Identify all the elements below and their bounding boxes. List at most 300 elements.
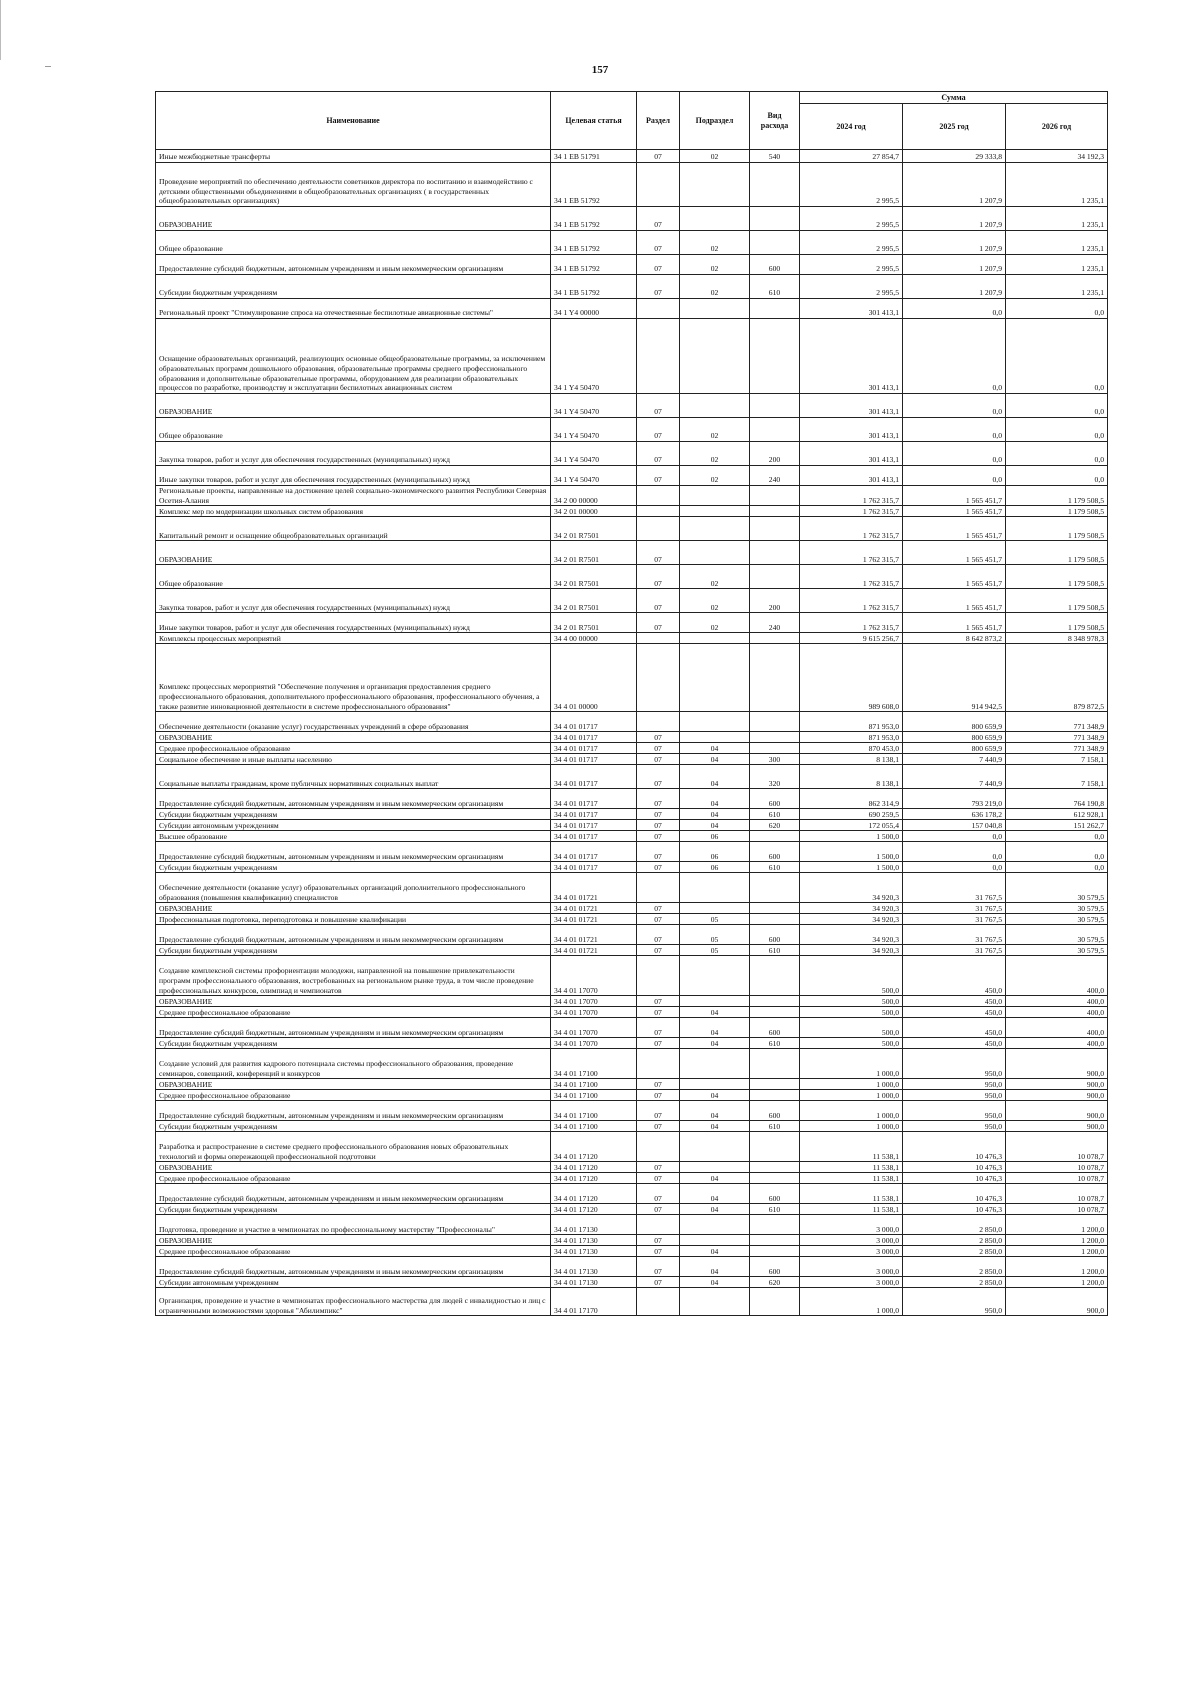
- row-section: [637, 163, 680, 207]
- row-amount-2026: 0,0: [1006, 394, 1108, 418]
- row-subsection: 04: [680, 1204, 750, 1215]
- row-name: Иные закупки товаров, работ и услуг для обеспечения государственных (муниципальных) нужд: [156, 613, 551, 633]
- row-amount-2026: 900,0: [1006, 1121, 1108, 1132]
- row-target-code: 34 4 01 01717: [551, 820, 637, 831]
- row-name: Комплекс процессных мероприятий "Обеспечение получения и организация предоставления среднего профессионального образования, дополнительного профессионального образования, профессионального обучения, а также развитие инновационной деятельности в системе профессионального образования": [156, 644, 551, 712]
- row-expense-type: 600: [750, 1101, 800, 1121]
- row-subsection: [680, 633, 750, 644]
- row-section: 07: [637, 996, 680, 1007]
- row-expense-type: 610: [750, 275, 800, 299]
- row-section: 07: [637, 1038, 680, 1049]
- row-section: 07: [637, 754, 680, 765]
- row-expense-type: 620: [750, 1277, 800, 1288]
- table-body: [156, 150, 1108, 1316]
- row-name: Иные закупки товаров, работ и услуг для обеспечения государственных (муниципальных) нужд: [156, 466, 551, 486]
- row-section: 07: [637, 1162, 680, 1173]
- row-name: Предоставление субсидий бюджетным, автономным учреждениям и иным некоммерческим организациям: [156, 789, 551, 809]
- row-subsection: [680, 1132, 750, 1162]
- row-amount-2024: 1 000,0: [800, 1288, 903, 1316]
- row-amount-2024: 2 995,5: [800, 163, 903, 207]
- row-amount-2026: 0,0: [1006, 442, 1108, 466]
- row-amount-2026: 1 179 508,5: [1006, 506, 1108, 517]
- row-name: Оснащение образовательных организаций, реализующих основные общеобразовательные программы, за исключением образовательных программ дошкольного образования, образовательные программы среднего профессионального образования и дополнительные образовательные программы, оборудованием для реализации образовательных процессов по разработке, производству и эксплуатации беспилотных авиационных систем: [156, 319, 551, 394]
- table-row: [156, 809, 1108, 820]
- row-amount-2024: 8 138,1: [800, 754, 903, 765]
- row-section: 07: [637, 1246, 680, 1257]
- row-section: 07: [637, 1007, 680, 1018]
- row-target-code: 34 4 01 17120: [551, 1184, 637, 1204]
- row-amount-2026: 764 190,8: [1006, 789, 1108, 809]
- row-amount-2024: 301 413,1: [800, 394, 903, 418]
- row-section: 07: [637, 1018, 680, 1038]
- row-target-code: 34 4 01 17130: [551, 1215, 637, 1235]
- row-amount-2025: 157 040,8: [903, 820, 1006, 831]
- row-amount-2026: 1 235,1: [1006, 163, 1108, 207]
- row-amount-2024: 301 413,1: [800, 442, 903, 466]
- row-expense-type: [750, 319, 800, 394]
- row-name: Региональные проекты, направленные на достижение целей социально-экономического развития Республики Северная Осетия-Алания: [156, 486, 551, 506]
- row-name: Предоставление субсидий бюджетным, автономным учреждениям и иным некоммерческим организациям: [156, 1257, 551, 1277]
- row-target-code: 34 2 01 R7501: [551, 517, 637, 541]
- row-amount-2026: 1 179 508,5: [1006, 541, 1108, 565]
- row-amount-2025: 2 850,0: [903, 1277, 1006, 1288]
- table-row: [156, 633, 1108, 644]
- row-amount-2024: 500,0: [800, 1038, 903, 1049]
- row-section: 07: [637, 1204, 680, 1215]
- row-amount-2025: 636 178,2: [903, 809, 1006, 820]
- row-subsection: [680, 1235, 750, 1246]
- row-amount-2024: 1 000,0: [800, 1090, 903, 1101]
- table-row: [156, 1007, 1108, 1018]
- row-amount-2026: 771 348,9: [1006, 712, 1108, 732]
- table-row: [156, 862, 1108, 873]
- row-amount-2025: 0,0: [903, 319, 1006, 394]
- row-name: Среднее профессиональное образование: [156, 1090, 551, 1101]
- row-name: Профессиональная подготовка, переподготовка и повышение квалификации: [156, 914, 551, 925]
- row-section: 07: [637, 1090, 680, 1101]
- row-section: 07: [637, 1184, 680, 1204]
- row-target-code: 34 4 01 17120: [551, 1173, 637, 1184]
- row-amount-2024: 871 953,0: [800, 732, 903, 743]
- row-amount-2026: 900,0: [1006, 1049, 1108, 1079]
- row-subsection: [680, 956, 750, 996]
- row-target-code: 34 1 Y4 50470: [551, 442, 637, 466]
- row-target-code: 34 4 01 17130: [551, 1277, 637, 1288]
- row-amount-2025: 0,0: [903, 394, 1006, 418]
- row-amount-2026: 0,0: [1006, 831, 1108, 842]
- row-target-code: 34 4 01 01721: [551, 945, 637, 956]
- row-expense-type: [750, 743, 800, 754]
- row-expense-type: 300: [750, 754, 800, 765]
- row-target-code: 34 1 Y4 50470: [551, 418, 637, 442]
- row-subsection: [680, 1162, 750, 1173]
- table-row: [156, 1173, 1108, 1184]
- row-expense-type: 610: [750, 1038, 800, 1049]
- row-name: Обеспечение деятельности (оказание услуг) образовательных организаций дополнительного профессионального образования (повышения квалификации) специалистов: [156, 873, 551, 903]
- row-section: [637, 299, 680, 319]
- row-section: 07: [637, 541, 680, 565]
- row-section: [637, 319, 680, 394]
- row-expense-type: 600: [750, 789, 800, 809]
- row-amount-2025: 7 440,9: [903, 765, 1006, 789]
- header-year-2025: 2025 год: [903, 104, 1006, 150]
- row-name: Субсидии бюджетным учреждениям: [156, 945, 551, 956]
- table-row: [156, 231, 1108, 255]
- row-amount-2026: 7 158,1: [1006, 765, 1108, 789]
- row-target-code: 34 4 01 01721: [551, 903, 637, 914]
- row-amount-2024: 301 413,1: [800, 418, 903, 442]
- row-expense-type: [750, 565, 800, 589]
- row-amount-2024: 1 762 315,7: [800, 565, 903, 589]
- header-expense-type: Вид расхода: [750, 92, 800, 150]
- row-amount-2025: 1 565 451,7: [903, 589, 1006, 613]
- row-amount-2025: 31 767,5: [903, 903, 1006, 914]
- table-row: [156, 275, 1108, 299]
- row-section: 07: [637, 743, 680, 754]
- row-expense-type: [750, 956, 800, 996]
- row-section: 07: [637, 765, 680, 789]
- row-amount-2025: 950,0: [903, 1049, 1006, 1079]
- row-target-code: 34 2 00 00000: [551, 486, 637, 506]
- row-name: Субсидии бюджетным учреждениям: [156, 1121, 551, 1132]
- row-expense-type: [750, 914, 800, 925]
- row-amount-2025: 1 565 451,7: [903, 565, 1006, 589]
- row-section: [637, 506, 680, 517]
- row-expense-type: [750, 1162, 800, 1173]
- row-amount-2026: 1 235,1: [1006, 207, 1108, 231]
- table-row: [156, 589, 1108, 613]
- row-target-code: 34 2 01 R7501: [551, 565, 637, 589]
- row-section: 07: [637, 1277, 680, 1288]
- row-amount-2026: 30 579,5: [1006, 945, 1108, 956]
- row-expense-type: [750, 163, 800, 207]
- row-section: 07: [637, 589, 680, 613]
- row-target-code: 34 4 01 01717: [551, 732, 637, 743]
- row-amount-2025: 1 207,9: [903, 255, 1006, 275]
- row-name: Создание комплексной системы профориентации молодежи, направленной на повышение привлекательности программ профессионального образования, востребованных на региональном рынке труда, в том числе проведение профессиональных конкурсов, олимпиад и чемпионатов: [156, 956, 551, 996]
- row-amount-2026: 0,0: [1006, 862, 1108, 873]
- table-row: [156, 565, 1108, 589]
- row-name: Проведение мероприятий по обеспечению деятельности советников директора по воспитанию и взаимодействию с детскими общественными объединениями в общеобразовательных организациях ( в государственных общеобразовательных организациях): [156, 163, 551, 207]
- row-section: 07: [637, 231, 680, 255]
- row-amount-2026: 34 192,3: [1006, 150, 1108, 163]
- row-amount-2026: 771 348,9: [1006, 732, 1108, 743]
- row-subsection: [680, 299, 750, 319]
- row-amount-2025: 2 850,0: [903, 1215, 1006, 1235]
- row-target-code: 34 4 01 01721: [551, 873, 637, 903]
- row-amount-2026: 30 579,5: [1006, 873, 1108, 903]
- row-amount-2024: 1 000,0: [800, 1049, 903, 1079]
- row-section: 07: [637, 466, 680, 486]
- row-amount-2024: 870 453,0: [800, 743, 903, 754]
- row-amount-2024: 34 920,3: [800, 903, 903, 914]
- row-expense-type: 610: [750, 945, 800, 956]
- row-section: [637, 1215, 680, 1235]
- row-amount-2026: 1 179 508,5: [1006, 517, 1108, 541]
- row-amount-2026: 10 078,7: [1006, 1162, 1108, 1173]
- row-expense-type: [750, 506, 800, 517]
- row-section: 07: [637, 1079, 680, 1090]
- row-expense-type: [750, 1215, 800, 1235]
- row-amount-2024: 3 000,0: [800, 1277, 903, 1288]
- row-target-code: 34 4 01 17100: [551, 1101, 637, 1121]
- row-amount-2025: 0,0: [903, 862, 1006, 873]
- row-section: 07: [637, 613, 680, 633]
- row-section: [637, 517, 680, 541]
- row-amount-2025: 1 207,9: [903, 231, 1006, 255]
- row-amount-2026: 0,0: [1006, 842, 1108, 862]
- table-row: [156, 1162, 1108, 1173]
- row-subsection: 04: [680, 754, 750, 765]
- row-subsection: 02: [680, 613, 750, 633]
- row-section: 07: [637, 1235, 680, 1246]
- row-subsection: 04: [680, 1101, 750, 1121]
- header-subsection: Подраздел: [680, 92, 750, 150]
- row-name: ОБРАЗОВАНИЕ: [156, 1235, 551, 1246]
- row-amount-2025: 31 767,5: [903, 945, 1006, 956]
- row-amount-2025: 950,0: [903, 1288, 1006, 1316]
- page-number: 157: [591, 64, 609, 76]
- row-amount-2024: 1 500,0: [800, 842, 903, 862]
- header-sum: Сумма: [800, 92, 1108, 104]
- row-amount-2026: 1 179 508,5: [1006, 613, 1108, 633]
- row-amount-2024: 3 000,0: [800, 1215, 903, 1235]
- table-row: [156, 1090, 1108, 1101]
- row-expense-type: 240: [750, 466, 800, 486]
- row-amount-2026: 10 078,7: [1006, 1132, 1108, 1162]
- row-expense-type: [750, 996, 800, 1007]
- row-expense-type: 620: [750, 820, 800, 831]
- row-amount-2024: 1 000,0: [800, 1101, 903, 1121]
- row-amount-2024: 11 538,1: [800, 1162, 903, 1173]
- row-amount-2025: 8 642 873,2: [903, 633, 1006, 644]
- row-target-code: 34 4 01 17070: [551, 956, 637, 996]
- row-subsection: [680, 394, 750, 418]
- row-amount-2025: 10 476,3: [903, 1162, 1006, 1173]
- row-amount-2025: 0,0: [903, 466, 1006, 486]
- row-amount-2024: 1 762 315,7: [800, 589, 903, 613]
- row-amount-2025: 450,0: [903, 1018, 1006, 1038]
- row-name: Общее образование: [156, 231, 551, 255]
- row-name: Закупка товаров, работ и услуг для обеспечения государственных (муниципальных) нужд: [156, 589, 551, 613]
- row-section: 07: [637, 1173, 680, 1184]
- row-target-code: 34 4 01 17100: [551, 1121, 637, 1132]
- row-subsection: 04: [680, 1173, 750, 1184]
- row-name: Субсидии бюджетным учреждениям: [156, 1038, 551, 1049]
- table-row: [156, 150, 1108, 163]
- table-row: [156, 613, 1108, 633]
- row-amount-2026: 400,0: [1006, 996, 1108, 1007]
- table-row: [156, 1215, 1108, 1235]
- row-section: 07: [637, 207, 680, 231]
- row-target-code: 34 4 01 17120: [551, 1162, 637, 1173]
- row-amount-2026: 0,0: [1006, 418, 1108, 442]
- row-target-code: 34 4 01 01717: [551, 712, 637, 732]
- row-amount-2025: 2 850,0: [903, 1246, 1006, 1257]
- row-amount-2025: 1 207,9: [903, 207, 1006, 231]
- header-year-2024: 2024 год: [800, 104, 903, 150]
- row-expense-type: 610: [750, 862, 800, 873]
- table-row: [156, 394, 1108, 418]
- row-subsection: 02: [680, 275, 750, 299]
- row-target-code: 34 4 01 17120: [551, 1204, 637, 1215]
- table-row: [156, 255, 1108, 275]
- row-name: Комплексы процессных мероприятий: [156, 633, 551, 644]
- table-row: [156, 1101, 1108, 1121]
- row-amount-2025: 31 767,5: [903, 914, 1006, 925]
- row-target-code: 34 4 01 01717: [551, 842, 637, 862]
- row-target-code: 34 1 EB 51792: [551, 207, 637, 231]
- row-name: Предоставление субсидий бюджетным, автономным учреждениям и иным некоммерческим организациям: [156, 1101, 551, 1121]
- row-subsection: 02: [680, 255, 750, 275]
- row-name: Организация, проведение и участие в чемпионатах профессионального мастерства для людей с инвалидностью и лиц с ограниченными возможностями здоровья "Абилимпикс": [156, 1288, 551, 1316]
- row-expense-type: [750, 644, 800, 712]
- row-expense-type: [750, 541, 800, 565]
- row-amount-2024: 11 538,1: [800, 1132, 903, 1162]
- row-target-code: 34 4 01 17100: [551, 1090, 637, 1101]
- row-expense-type: [750, 1235, 800, 1246]
- row-target-code: 34 1 EB 51792: [551, 275, 637, 299]
- row-amount-2024: 1 762 315,7: [800, 506, 903, 517]
- row-target-code: 34 2 01 R7501: [551, 541, 637, 565]
- row-section: 07: [637, 1257, 680, 1277]
- row-section: 07: [637, 831, 680, 842]
- row-amount-2024: 500,0: [800, 956, 903, 996]
- row-expense-type: [750, 299, 800, 319]
- row-section: 07: [637, 255, 680, 275]
- row-expense-type: 600: [750, 1018, 800, 1038]
- row-target-code: 34 1 Y4 50470: [551, 319, 637, 394]
- row-amount-2026: 1 200,0: [1006, 1277, 1108, 1288]
- row-amount-2026: 900,0: [1006, 1079, 1108, 1090]
- row-name: Социальные выплаты гражданам, кроме публичных нормативных социальных выплат: [156, 765, 551, 789]
- row-expense-type: 600: [750, 842, 800, 862]
- table-row: [156, 442, 1108, 466]
- row-target-code: 34 4 01 01721: [551, 925, 637, 945]
- row-amount-2026: 1 179 508,5: [1006, 589, 1108, 613]
- row-amount-2026: 0,0: [1006, 299, 1108, 319]
- row-subsection: 04: [680, 820, 750, 831]
- row-section: 07: [637, 820, 680, 831]
- row-amount-2026: 612 928,1: [1006, 809, 1108, 820]
- row-amount-2025: 950,0: [903, 1101, 1006, 1121]
- row-target-code: 34 2 01 R7501: [551, 613, 637, 633]
- row-subsection: [680, 541, 750, 565]
- row-section: [637, 644, 680, 712]
- row-target-code: 34 4 01 17100: [551, 1049, 637, 1079]
- row-amount-2025: 2 850,0: [903, 1257, 1006, 1277]
- row-name: Предоставление субсидий бюджетным, автономным учреждениям и иным некоммерческим организациям: [156, 842, 551, 862]
- row-amount-2025: 1 565 451,7: [903, 506, 1006, 517]
- row-subsection: [680, 1288, 750, 1316]
- row-amount-2026: 1 235,1: [1006, 255, 1108, 275]
- row-target-code: 34 4 01 01717: [551, 789, 637, 809]
- row-amount-2025: 31 767,5: [903, 873, 1006, 903]
- row-name: Среднее профессиональное образование: [156, 1007, 551, 1018]
- row-amount-2026: 0,0: [1006, 319, 1108, 394]
- row-expense-type: [750, 873, 800, 903]
- row-section: [637, 1049, 680, 1079]
- row-target-code: 34 4 01 17170: [551, 1288, 637, 1316]
- row-section: 07: [637, 150, 680, 163]
- row-subsection: 06: [680, 842, 750, 862]
- row-subsection: 04: [680, 1257, 750, 1277]
- scan-edge-mark: [0, 0, 4, 60]
- row-subsection: 02: [680, 231, 750, 255]
- row-amount-2025: 10 476,3: [903, 1132, 1006, 1162]
- table-row: [156, 541, 1108, 565]
- row-expense-type: [750, 903, 800, 914]
- table-row: [156, 754, 1108, 765]
- row-section: [637, 486, 680, 506]
- table-row: [156, 903, 1108, 914]
- row-subsection: [680, 1215, 750, 1235]
- row-amount-2026: 1 235,1: [1006, 231, 1108, 255]
- table-row: [156, 1049, 1108, 1079]
- row-amount-2026: 30 579,5: [1006, 903, 1108, 914]
- table-row: [156, 1132, 1108, 1162]
- row-target-code: 34 4 01 17120: [551, 1132, 637, 1162]
- row-amount-2024: 2 995,5: [800, 207, 903, 231]
- table-row: [156, 842, 1108, 862]
- row-amount-2024: 8 138,1: [800, 765, 903, 789]
- row-subsection: [680, 996, 750, 1007]
- row-amount-2026: 10 078,7: [1006, 1184, 1108, 1204]
- table-row: [156, 712, 1108, 732]
- row-name: ОБРАЗОВАНИЕ: [156, 996, 551, 1007]
- row-amount-2024: 989 608,0: [800, 644, 903, 712]
- row-amount-2025: 450,0: [903, 956, 1006, 996]
- row-amount-2024: 27 854,7: [800, 150, 903, 163]
- row-amount-2026: 8 348 978,3: [1006, 633, 1108, 644]
- row-amount-2025: 31 767,5: [903, 925, 1006, 945]
- row-name: Субсидии автономным учреждениям: [156, 820, 551, 831]
- row-subsection: [680, 506, 750, 517]
- row-name: Предоставление субсидий бюджетным, автономным учреждениям и иным некоммерческим организациям: [156, 1184, 551, 1204]
- row-target-code: 34 1 Y4 50470: [551, 466, 637, 486]
- row-expense-type: 610: [750, 1121, 800, 1132]
- row-section: [637, 873, 680, 903]
- row-amount-2025: 800 659,9: [903, 732, 1006, 743]
- row-name: Среднее профессиональное образование: [156, 1173, 551, 1184]
- row-name: Подготовка, проведение и участие в чемпионатах по профессиональному мастерству "Профессионалы": [156, 1215, 551, 1235]
- table-row: [156, 1121, 1108, 1132]
- table-row: [156, 1079, 1108, 1090]
- row-name: Субсидии автономным учреждениям: [156, 1277, 551, 1288]
- row-amount-2024: 2 995,5: [800, 275, 903, 299]
- row-amount-2024: 1 762 315,7: [800, 613, 903, 633]
- row-subsection: 02: [680, 589, 750, 613]
- row-name: Среднее профессиональное образование: [156, 743, 551, 754]
- row-subsection: 04: [680, 743, 750, 754]
- row-expense-type: [750, 1090, 800, 1101]
- row-amount-2024: 9 615 256,7: [800, 633, 903, 644]
- row-name: ОБРАЗОВАНИЕ: [156, 1162, 551, 1173]
- row-expense-type: 600: [750, 925, 800, 945]
- row-amount-2026: 400,0: [1006, 1018, 1108, 1038]
- row-amount-2025: 2 850,0: [903, 1235, 1006, 1246]
- table-row: [156, 1018, 1108, 1038]
- row-amount-2025: 450,0: [903, 1007, 1006, 1018]
- row-amount-2024: 34 920,3: [800, 945, 903, 956]
- row-section: [637, 633, 680, 644]
- row-section: 07: [637, 732, 680, 743]
- row-amount-2024: 3 000,0: [800, 1257, 903, 1277]
- row-target-code: 34 4 01 17130: [551, 1257, 637, 1277]
- row-amount-2025: 1 565 451,7: [903, 517, 1006, 541]
- row-amount-2026: 7 158,1: [1006, 754, 1108, 765]
- row-subsection: [680, 1049, 750, 1079]
